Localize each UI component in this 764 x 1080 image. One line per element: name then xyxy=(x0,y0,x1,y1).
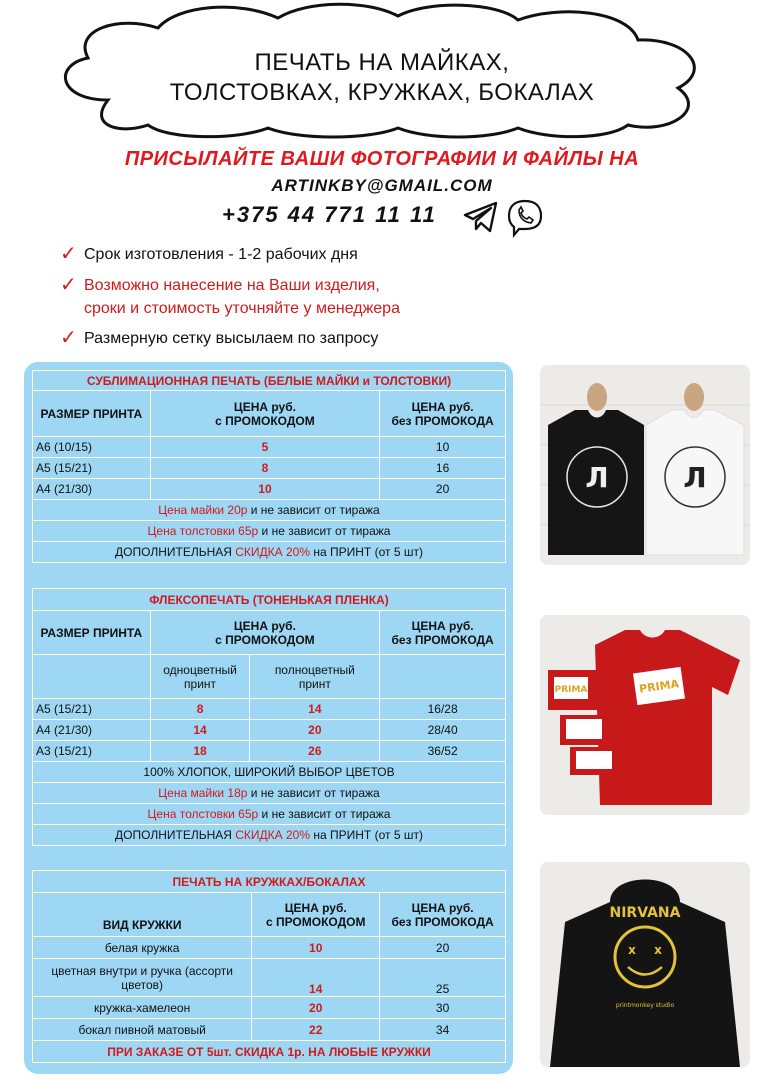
photo-tshirts-leningrad xyxy=(540,365,750,565)
svg-text:Л: Л xyxy=(683,461,707,494)
bullet-own-items: ✓ Возможно нанесение на Ваши изделия, сроки и стоимость уточняйте у менеджера xyxy=(60,274,400,317)
mugs-title: ПЕЧАТЬ НА КРУЖКАХ/БОКАЛАХ xyxy=(33,871,506,893)
table-row: А6 (10/15) 5 10 xyxy=(33,437,506,458)
col-header-promo: ЦЕНА руб. с ПРОМОКОДОМ xyxy=(150,611,380,655)
col-header-mug-type: ВИД КРУЖКИ xyxy=(33,893,252,937)
svg-text:printmonkey studio: printmonkey studio xyxy=(615,1002,675,1009)
table-row: бокал пивной матовый 22 34 xyxy=(33,1019,506,1041)
sub-header-full-color: полноцветный принт xyxy=(250,655,380,699)
table-row: белая кружка 10 20 xyxy=(33,937,506,959)
viber-icon[interactable] xyxy=(506,198,544,238)
table-row: А5 (15/21) 8 16 xyxy=(33,458,506,479)
svg-text:x: x xyxy=(628,943,636,957)
col-header-size: РАЗМЕР ПРИНТА xyxy=(33,611,151,655)
sublimation-price-table xyxy=(32,370,506,563)
send-files-heading: ПРИСЫЛАЙТЕ ВАШИ ФОТОГРАФИИ И ФАЙЛЫ НА xyxy=(124,148,640,170)
table-row: А3 (15/21) 18 26 36/52 xyxy=(33,741,506,762)
table-row: А4 (21/30) 14 20 28/40 xyxy=(33,720,506,741)
checkmark-icon: ✓ xyxy=(60,243,77,265)
checkmark-icon: ✓ xyxy=(60,274,77,296)
discount-note: ДОПОЛНИТЕЛЬНАЯ СКИДКА 20% на ПРИНТ (от 5 шт) xyxy=(33,825,506,846)
table-row: А4 (21/30) 10 20 xyxy=(33,479,506,500)
svg-text:x: x xyxy=(654,943,662,957)
discount-note: ДОПОЛНИТЕЛЬНАЯ СКИДКА 20% на ПРИНТ (от 5 шт) xyxy=(33,542,506,563)
hoodie-illustration xyxy=(540,862,750,1067)
email-address[interactable]: ARTINKBY@GMAIL.COM xyxy=(271,176,493,195)
title-line-2: ТОЛСТОВКАХ, КРУЖКАХ, БОКАЛАХ xyxy=(169,79,595,106)
col-header-promo: ЦЕНА руб. с ПРОМОКОДОМ xyxy=(150,391,379,437)
phone-number[interactable]: +375 44 771 11 11 xyxy=(222,202,437,227)
svg-text:PRIMA: PRIMA xyxy=(554,685,588,695)
bullet-size-chart: ✓ Размерную сетку высылаем по запросу xyxy=(60,327,379,349)
telegram-icon[interactable] xyxy=(462,200,500,234)
cotton-note: 100% ХЛОПОК, ШИРОКИЙ ВЫБОР ЦВЕТОВ xyxy=(33,762,506,783)
svg-text:PRIMA: PRIMA xyxy=(638,677,680,696)
col-header-promo: ЦЕНА руб. с ПРОМОКОДОМ xyxy=(252,893,380,937)
hoodie-price-note: Цена толстовки 65р и не зависит от тиража xyxy=(33,804,506,825)
col-header-regular: ЦЕНА руб. без ПРОМОКОДА xyxy=(380,391,506,437)
page-title xyxy=(120,48,644,108)
sub-header-one-color: одноцветный принт xyxy=(150,655,250,699)
bullet-production-time: ✓ Срок изготовления - 1-2 рабочих дня xyxy=(60,243,358,265)
flex-title: ФЛЕКСОПЕЧАТЬ (ТОНЕНЬКАЯ ПЛЕНКА) xyxy=(33,589,506,611)
tshirt-price-note: Цена майки 18р и не зависит от тиража xyxy=(33,783,506,804)
table-row: А5 (15/21) 8 14 16/28 xyxy=(33,699,506,720)
table-row: кружка-хамелеон 20 30 xyxy=(33,997,506,1019)
col-header-size: РАЗМЕР ПРИНТА xyxy=(33,391,151,437)
red-tshirts-illustration xyxy=(540,615,750,815)
svg-text:NIRVANA: NIRVANA xyxy=(609,905,681,921)
photo-red-tshirts-prima xyxy=(540,615,750,815)
mugs-price-table xyxy=(32,870,506,1063)
mugs-discount-note: ПРИ ЗАКАЗЕ ОТ 5шт. СКИДКА 1р. НА ЛЮБЫЕ КРУЖКИ xyxy=(33,1041,506,1063)
col-header-regular: ЦЕНА руб. без ПРОМОКОДА xyxy=(380,611,506,655)
tshirts-illustration xyxy=(540,365,750,565)
col-header-regular: ЦЕНА руб. без ПРОМОКОДА xyxy=(380,893,506,937)
sublimation-title: СУБЛИМАЦИОННАЯ ПЕЧАТЬ (БЕЛЫЕ МАЙКИ и ТОЛСТОВКИ) xyxy=(33,371,506,391)
table-row: цветная внутри и ручка (ассорти цветов) 14 25 xyxy=(33,959,506,997)
photo-hoodie-nirvana xyxy=(540,862,750,1067)
checkmark-icon: ✓ xyxy=(60,327,77,349)
hoodie-price-note: Цена толстовки 65р и не зависит от тиража xyxy=(33,521,506,542)
svg-text:Л: Л xyxy=(585,461,609,494)
flex-price-table xyxy=(32,588,506,846)
tshirt-price-note: Цена майки 20р и не зависит от тиража xyxy=(33,500,506,521)
title-line-1: ПЕЧАТЬ НА МАЙКАХ, xyxy=(254,49,510,76)
